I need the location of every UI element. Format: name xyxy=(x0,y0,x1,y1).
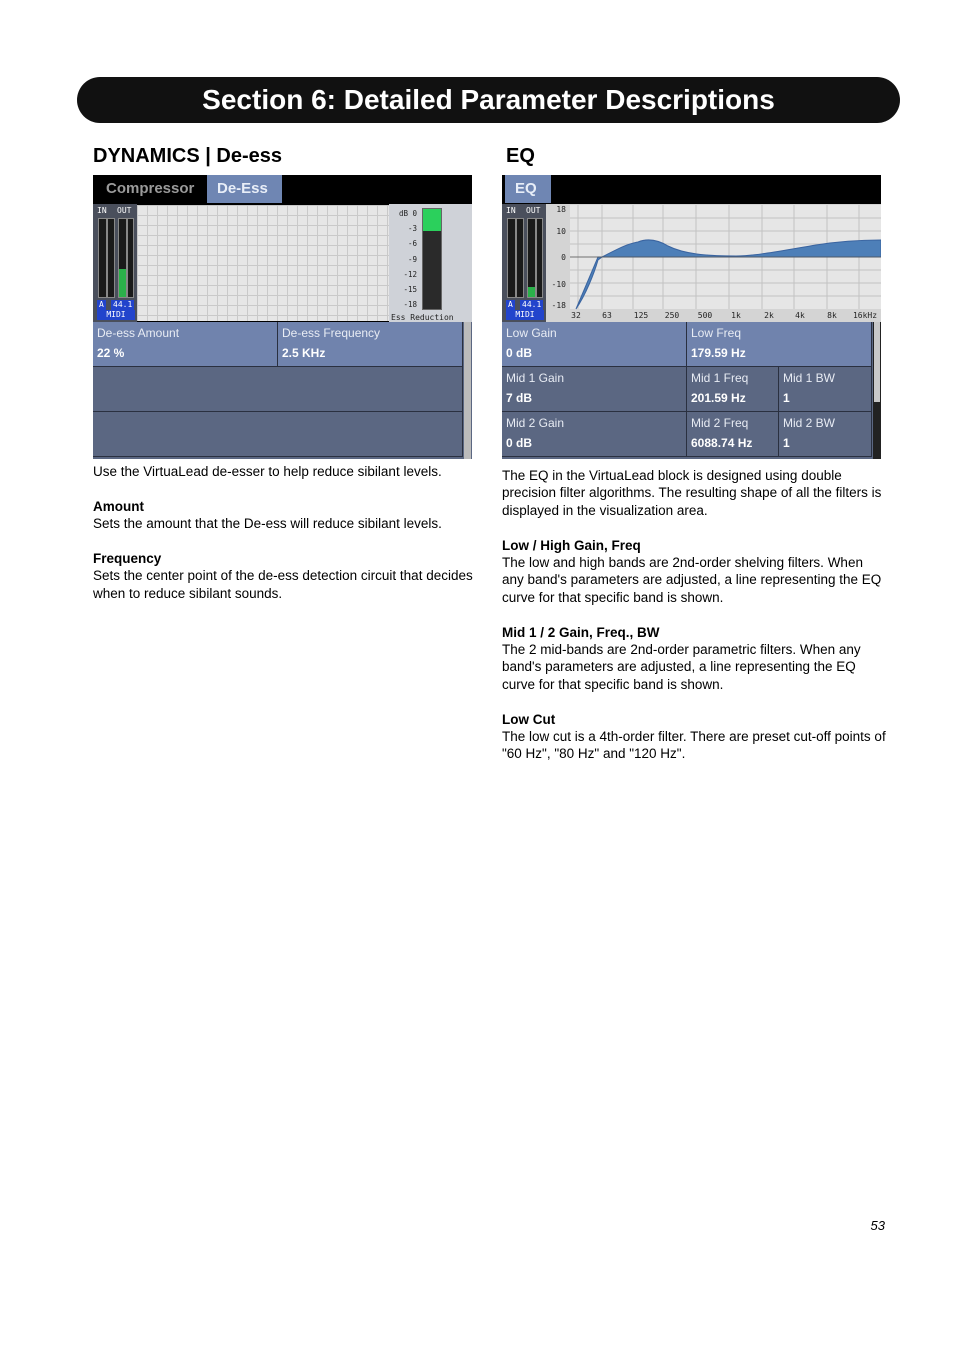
mid1-bw-cell[interactable] xyxy=(779,367,872,412)
low-gain-value: 0 dB xyxy=(506,346,533,360)
eq-scrollbar[interactable] xyxy=(873,322,881,459)
deess-frequency-desc: Frequency Sets the center point of the de-ess detection circuit that decides when to reduce sibilant sounds. xyxy=(93,551,473,601)
in-meter xyxy=(98,218,107,298)
out-label: OUT xyxy=(117,206,132,215)
mid1-gain-value: 7 dB xyxy=(506,391,533,405)
deess-param-area xyxy=(93,322,472,459)
deess-graph xyxy=(137,205,389,321)
mid1-gain-label: Mid 1 Gain xyxy=(506,371,565,385)
deess-description xyxy=(93,463,478,620)
section-title-banner: Section 6: Detailed Parameter Descriptions xyxy=(77,77,900,123)
eq-screenshot xyxy=(502,175,881,459)
tab-eq[interactable]: EQ xyxy=(505,175,551,203)
mid2-freq-cell[interactable] xyxy=(687,412,779,457)
mid2-bw-value: 1 xyxy=(783,436,790,450)
mid2-freq-value: 6088.74 Hz xyxy=(691,436,753,450)
low-gain-label: Low Gain xyxy=(506,326,557,340)
eq-tab-bar xyxy=(502,175,881,203)
mid1-gain-cell[interactable] xyxy=(502,367,687,412)
mid2-bw-label: Mid 2 BW xyxy=(783,416,836,430)
eq-y-tick: -10 xyxy=(551,280,566,289)
eq-x-tick: 2k xyxy=(764,311,774,320)
eq-y-tick: 10 xyxy=(556,227,566,236)
mid1-bw-label: Mid 1 BW xyxy=(783,371,836,385)
deess-heading: DYNAMICS | De-ess xyxy=(93,145,282,167)
in-label: IN xyxy=(506,206,516,215)
mid1-freq-cell[interactable] xyxy=(687,367,779,412)
deess-tab-bar xyxy=(93,175,472,203)
reduction-scale: dB 0 -3 -6 -9 -12 -15 -18 xyxy=(398,209,417,310)
mid1-freq-value: 201.59 Hz xyxy=(691,391,746,405)
eq-y-tick: -18 xyxy=(551,301,566,310)
sample-rate: 44.1 xyxy=(113,300,133,309)
deess-frequency-label: De-ess Frequency xyxy=(282,326,381,340)
deess-frequency-cell[interactable] xyxy=(278,322,463,367)
mid2-freq-label: Mid 2 Freq xyxy=(691,416,749,430)
low-freq-label: Low Freq xyxy=(691,326,742,340)
eq-curve-graph xyxy=(546,204,881,322)
deess-io-meters xyxy=(93,204,137,322)
deess-amount-desc: Amount Sets the amount that the De-ess will reduce sibilant levels. xyxy=(93,498,442,532)
deess-intro: Use the VirtuaLead de-esser to help reduce sibilant levels. xyxy=(93,464,442,479)
ess-reduction-panel xyxy=(389,204,472,322)
eq-intro: The EQ in the VirtuaLead block is designed using double precision filter algorithms. The resulting shape of all the filters is displayed in the visualization area. xyxy=(502,468,882,518)
eq-low-cut-desc: Low Cut The low cut is a 4th-order filter. There are preset cut-off points of "60 Hz", "80 Hz" and "120 Hz". xyxy=(502,711,886,762)
deess-empty-row xyxy=(93,367,463,412)
sample-rate: 44.1 xyxy=(522,300,542,309)
midi-indicator: MIDI xyxy=(506,310,544,320)
mid2-gain-cell[interactable] xyxy=(502,412,687,457)
tab-compressor[interactable]: Compressor xyxy=(106,180,195,197)
reduction-label: Ess Reduction xyxy=(391,313,454,322)
deess-amount-cell[interactable] xyxy=(93,322,278,367)
in-meter-right xyxy=(516,218,524,298)
low-gain-cell[interactable] xyxy=(502,322,687,367)
eq-x-tick: 500 xyxy=(697,311,713,320)
rate-prefix: A xyxy=(99,300,104,309)
in-label: IN xyxy=(97,206,107,215)
mid1-bw-value: 1 xyxy=(783,391,790,405)
deess-amount-label: De-ess Amount xyxy=(97,326,180,340)
mid2-gain-value: 0 dB xyxy=(506,436,533,450)
page-number: 53 xyxy=(870,1218,885,1233)
midi-indicator: MIDI xyxy=(97,310,135,320)
eq-param-area xyxy=(502,322,881,459)
mid2-bw-cell[interactable] xyxy=(779,412,872,457)
eq-y-tick: 18 xyxy=(556,205,566,214)
out-meter-right xyxy=(127,218,134,298)
eq-x-tick: 63 xyxy=(602,311,612,320)
out-label: OUT xyxy=(526,206,541,215)
mid2-gain-label: Mid 2 Gain xyxy=(506,416,565,430)
tab-de-ess[interactable]: De-Ess xyxy=(207,175,282,203)
low-freq-value: 179.59 Hz xyxy=(691,346,746,360)
deess-screenshot xyxy=(93,175,472,459)
in-meter-right xyxy=(107,218,115,298)
eq-x-tick: 250 xyxy=(664,311,680,320)
eq-heading: EQ xyxy=(506,145,535,167)
deess-empty-row xyxy=(93,412,463,457)
eq-x-tick: 8k xyxy=(827,311,837,320)
eq-io-meters xyxy=(502,204,546,322)
eq-x-tick: 16kHz xyxy=(852,311,878,320)
deess-scrollbar[interactable] xyxy=(464,322,471,459)
mid1-freq-label: Mid 1 Freq xyxy=(691,371,749,385)
reduction-meter xyxy=(422,208,442,310)
eq-y-tick: 0 xyxy=(561,253,566,262)
eq-description xyxy=(502,467,887,780)
out-meter xyxy=(118,218,127,298)
eq-low-high-desc: Low / High Gain, Freq The low and high bands are 2nd-order shelving filters. When any band's parameters are adjusted, a line representing the EQ curve for that specific band is shown. xyxy=(502,537,882,605)
out-meter xyxy=(527,218,536,298)
low-freq-cell[interactable] xyxy=(687,322,872,367)
eq-x-tick: 125 xyxy=(633,311,649,320)
rate-prefix: A xyxy=(508,300,513,309)
eq-mid-desc: Mid 1 / 2 Gain, Freq., BW The 2 mid-bands are 2nd-order parametric filters. When any band's parameters are adjusted, a line representing the EQ curve for that specific band is shown. xyxy=(502,624,861,692)
out-meter-right xyxy=(536,218,543,298)
deess-amount-value: 22 % xyxy=(97,346,125,360)
in-meter xyxy=(507,218,516,298)
eq-x-tick: 1k xyxy=(731,311,741,320)
deess-frequency-value: 2.5 KHz xyxy=(282,346,326,360)
eq-x-tick: 4k xyxy=(795,311,805,320)
eq-x-tick: 32 xyxy=(571,311,581,320)
eq-scrollbar-thumb[interactable] xyxy=(874,322,880,402)
